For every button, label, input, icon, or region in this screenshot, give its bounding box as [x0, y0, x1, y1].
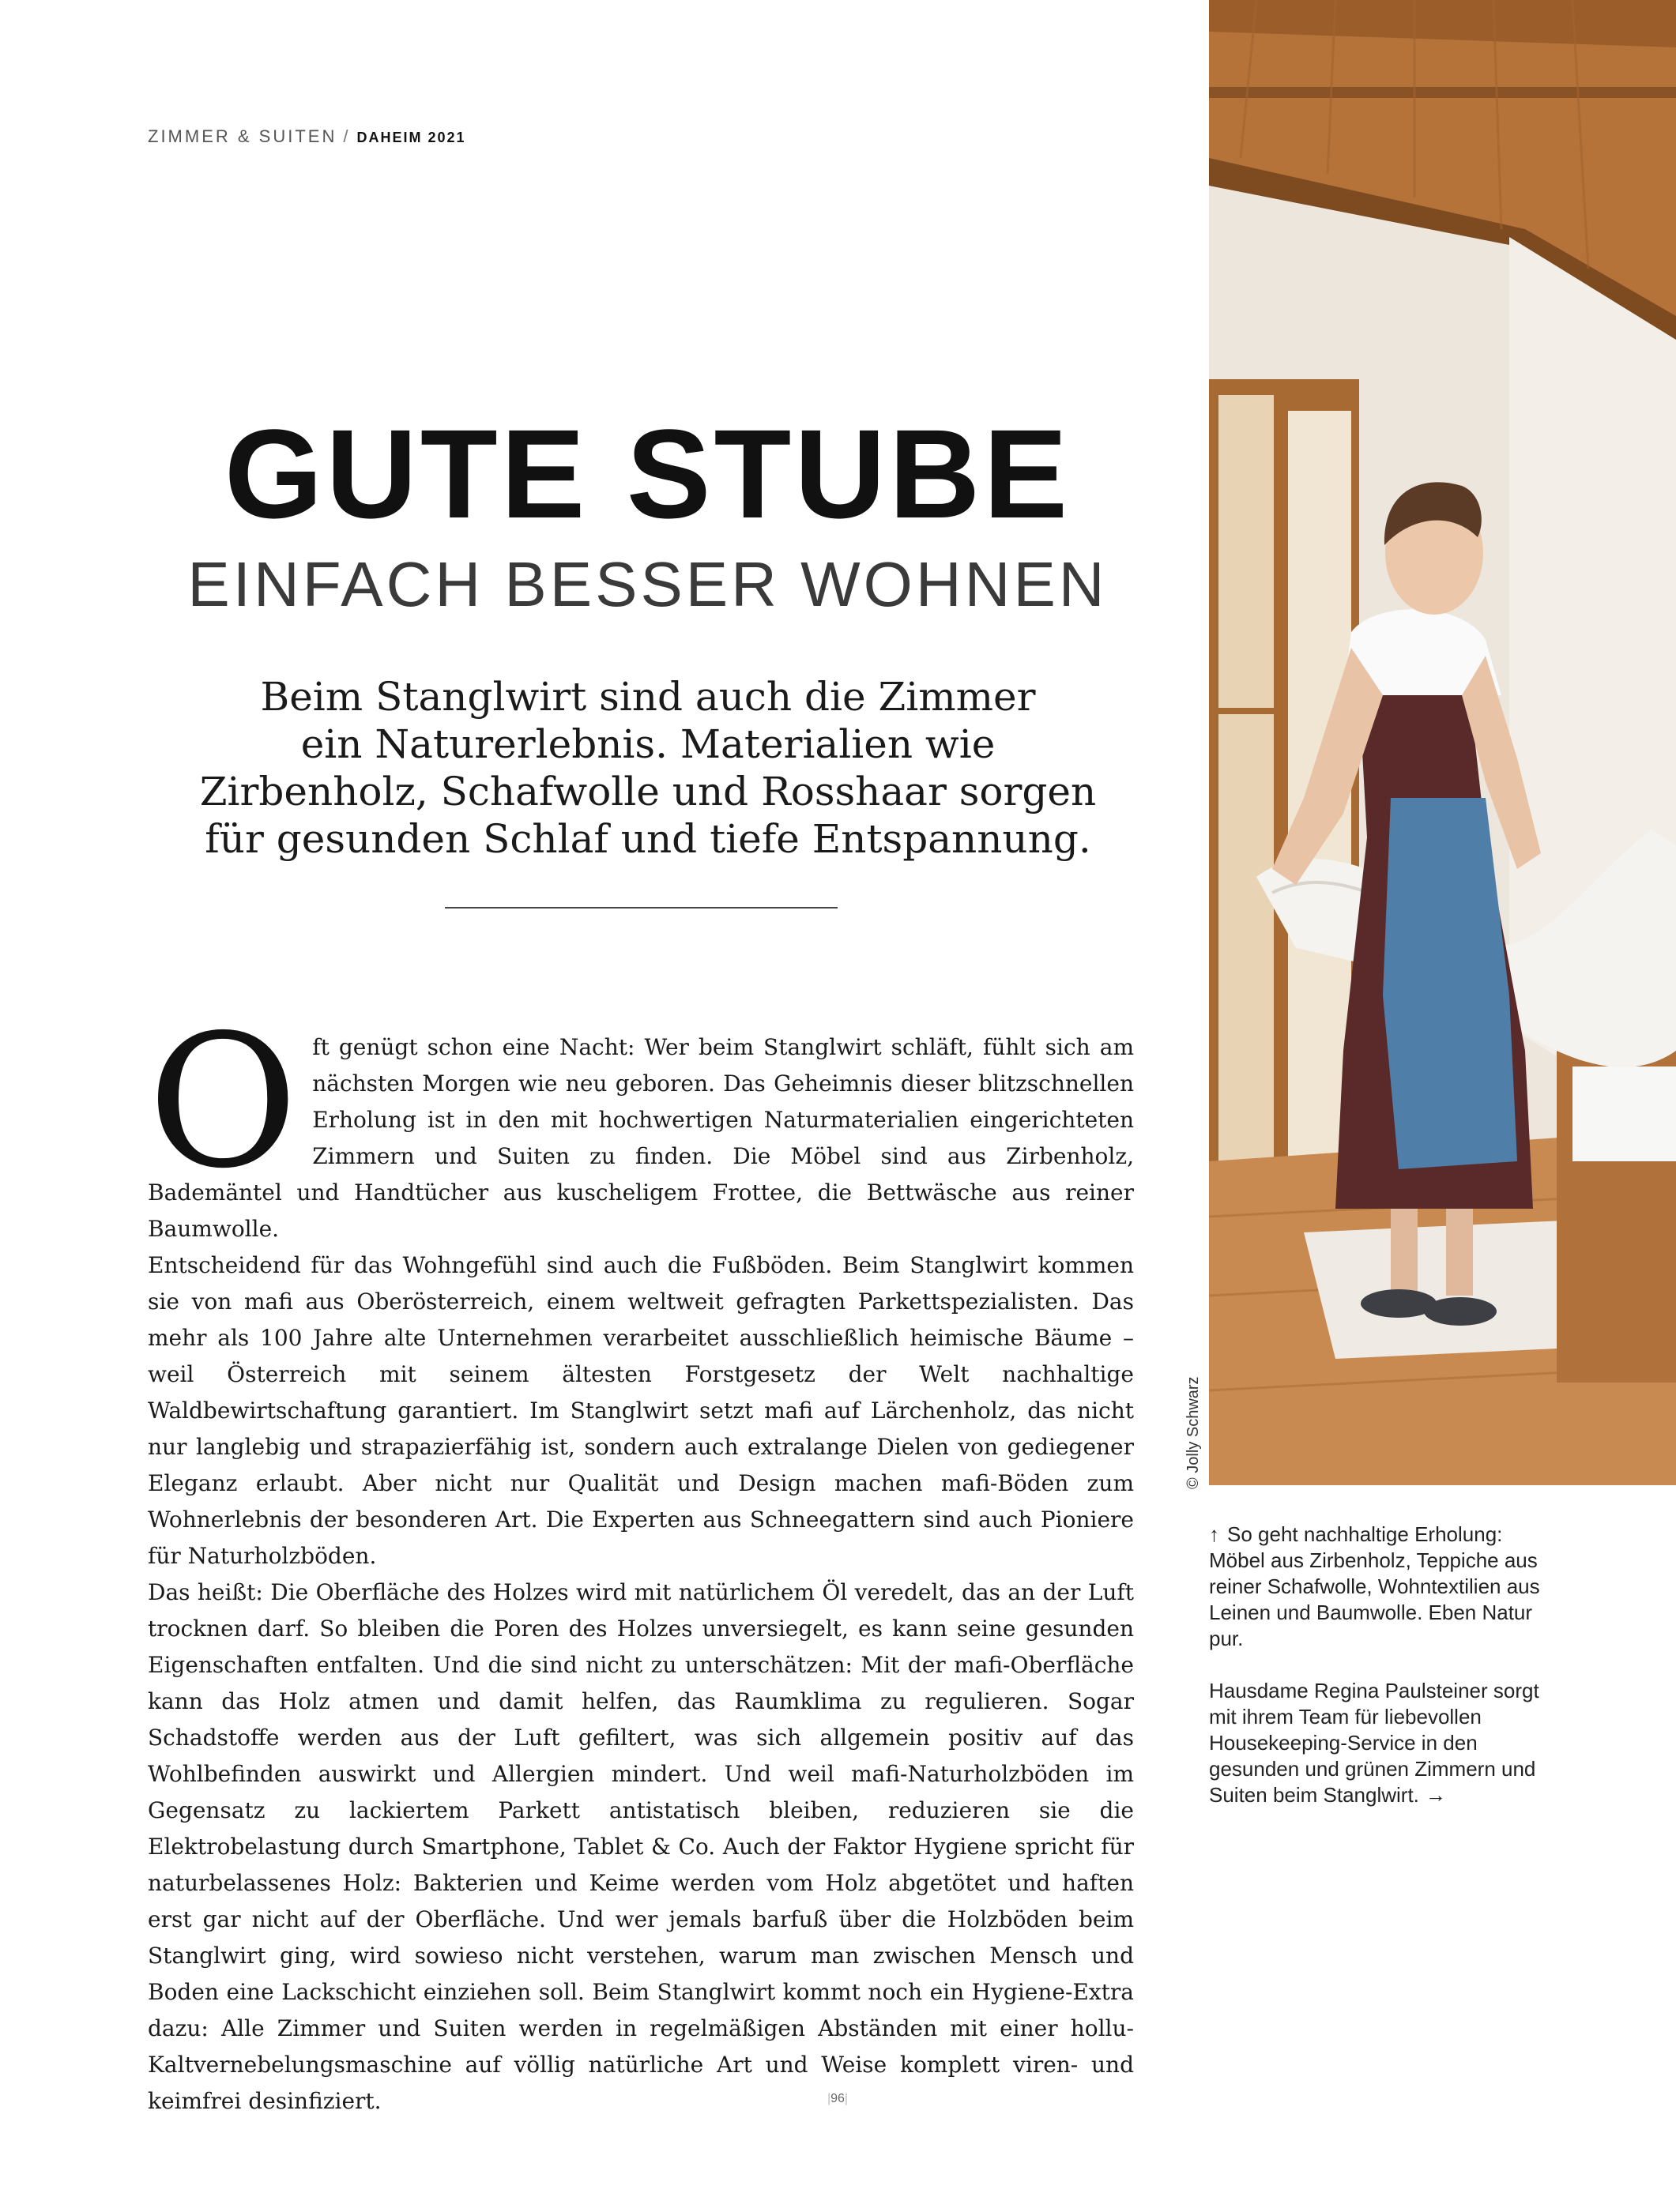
- article-title: GUTE STUBE: [224, 403, 1072, 544]
- body-paragraph: ft genügt schon eine Nacht: Wer beim Stanglwirt schläft, fühlt sich am nächsten Morgen wie neu geboren. Das Geheimnis dieser blitzschnellen Erholung ist in den mit hochwertigen Naturmaterialien eingerichteten Zimmern und Suiten zu finden. Die Möbel sind aus Zirbenholz, Bademäntel und Handtücher aus kuscheligem Frottee, die Bettwäsche aus reiner Baumwolle.: [148, 1034, 1134, 1242]
- lead-paragraph: [190, 673, 1106, 863]
- lead-line: für gesunden Schlaf und tiefe Entspannung.: [205, 816, 1091, 862]
- body-paragraph: Entscheidend für das Wohngefühl sind auch die Fußböden. Beim Stanglwirt kommen sie von mafi aus Oberösterreich, einem weltweit gefragten Parkettspezialisten. Das mehr als 100 Jahre alte Unternehmen verarbeitet ausschließlich heimische Bäume – weil Österreich mit seinem ältesten Forstgesetz der Welt nachhaltige Waldbewirtschaftung garantiert. Im Stanglwirt setzt mafi auf Lärchenholz, das nicht nur langlebig und strapazierfähig ist, sondern auch extralange Dielen von gediegener Eleganz erlaubt. Aber nicht nur Qualität und Design machen mafi-Böden zum Wohnerlebnis der besonderen Art. Die Experten aus Schneegattern sind auch Pioniere für Naturholzböden.: [148, 1252, 1134, 1569]
- lead-line: Beim Stanglwirt sind auch die Zimmer: [260, 674, 1036, 720]
- drop-cap: O: [148, 995, 299, 1209]
- page-number: [790, 2092, 885, 2106]
- photo-housekeeper-icon: [1209, 0, 1676, 1485]
- caption-paragraph-1: [1209, 1522, 1541, 1652]
- caption-paragraph-2: [1209, 1678, 1541, 1808]
- caption-text: So geht nachhaltige Erholung: Möbel aus Zirbenholz, Teppiche aus reiner Schafwolle, Wohntextilien aus Leinen und Baumwolle. Eben Natur pur.: [1209, 1522, 1540, 1650]
- photo-caption: [1209, 1522, 1541, 1834]
- article-subtitle: EINFACH BESSER WOHNEN: [187, 549, 1108, 619]
- arrow-up-icon: ↑: [1209, 1522, 1219, 1546]
- arrow-right-icon: →: [1425, 1783, 1446, 1807]
- caption-text: Hausdame Regina Paulsteiner sorgt mit ihrem Team für liebevollen Housekeeping-Service in den gesunden und grünen Zimmern und Suiten beim Stanglwirt.: [1209, 1679, 1539, 1807]
- lead-line: Zirbenholz, Schafwolle und Rosshaar sorgen: [199, 769, 1097, 814]
- lead-line: ein Naturerlebnis. Materialien wie: [300, 721, 996, 767]
- article-body: [148, 995, 1134, 2120]
- page-number-bracket: |: [844, 2092, 849, 2105]
- body-paragraph: Das heißt: Die Oberfläche des Holzes wird mit natürlichem Öl veredelt, das an der Luft trocknen darf. So bleiben die Poren des Holzes unversiegelt, es kann seine gesunden Eigenschaften entfalten. Und die sind nicht zu unterschätzen: Mit der mafi-Oberfläche kann das Holz atmen und damit helfen, das Raumklima zu regulieren. Sogar Schadstoffe werden aus der Luft gefiltert, was sich allgemein positiv auf das Wohlbefinden auswirkt und Allergien mindert. Und weil mafi-Naturholzböden im Gegensatz zu lackiertem Parkett antistatisch bleiben, reduzieren sie die Elektrobelastung durch Smartphone, Tablet & Co. Auch der Faktor Hygiene spricht für naturbelassenes Holz: Bakterien und Keime werden vom Holz abgetötet und haften erst gar nicht auf der Oberfläche. Und wer jemals barfuß über die Holzböden beim Stanglwirt ging, wird sowieso nicht verstehen, warum man zwischen Mensch und Boden eine Lackschicht einziehen soll. Beim Stanglwirt kommt noch ein Hygiene-Extra dazu: Alle Zimmer und Suiten werden in regelmäßigen Abständen mit einer hollu-Kaltvernebelungsmaschine auf völlig natürliche Art und Weise komplett viren- und keimfrei desinfiziert.: [148, 1579, 1134, 2114]
- page-number-bracket: |: [827, 2092, 831, 2105]
- photo-credit: [1184, 1363, 1216, 1489]
- divider-line: [445, 907, 838, 908]
- photo-credit-text: © Jolly Schwarz: [1184, 1376, 1202, 1489]
- page-number-value: 96: [830, 2092, 845, 2105]
- issue-label: DAHEIM 2021: [356, 130, 466, 145]
- running-head: [148, 126, 466, 147]
- section-label: ZIMMER & SUITEN: [148, 126, 337, 146]
- separator: /: [343, 126, 351, 146]
